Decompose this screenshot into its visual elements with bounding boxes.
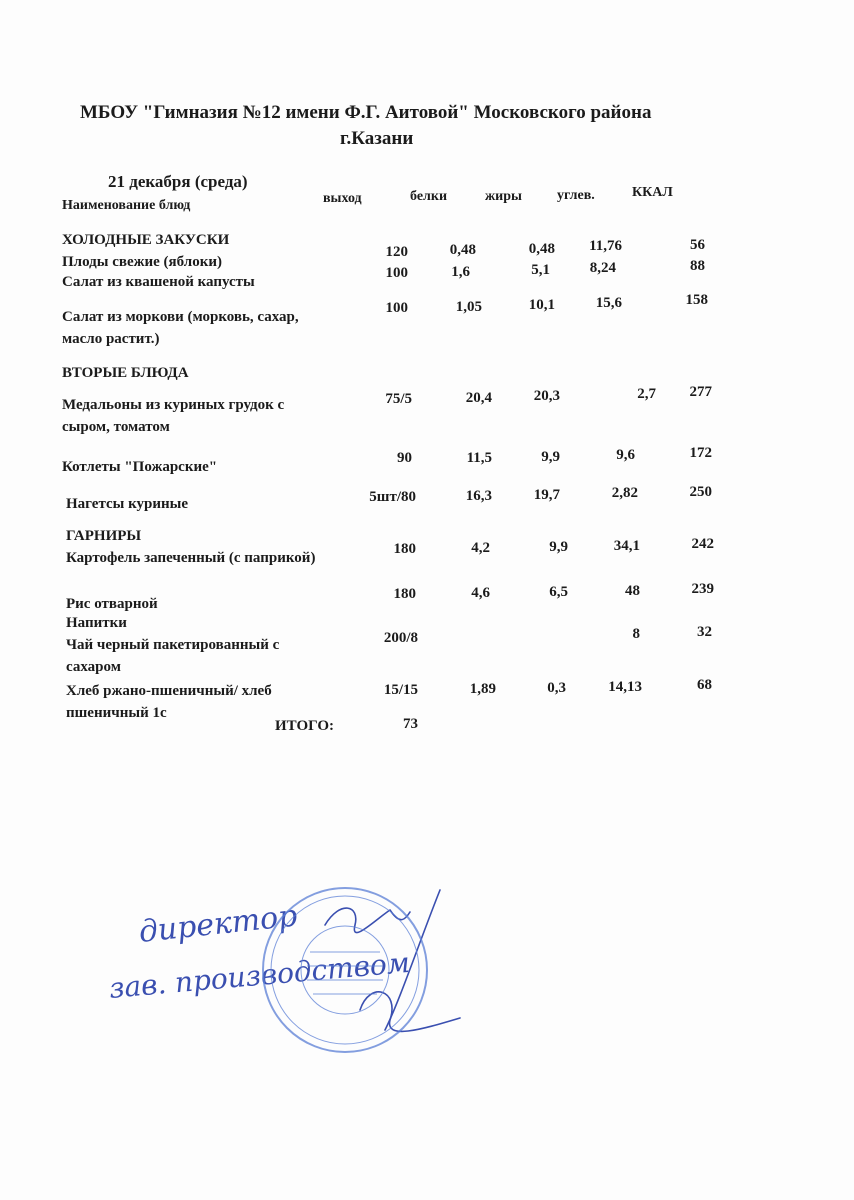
col-header-fat: жиры	[485, 189, 522, 204]
dish-carbs: 11,76	[589, 238, 622, 254]
dish-protein: 1,6	[451, 264, 470, 280]
dish-protein: 11,5	[466, 450, 492, 466]
dish-fat: 0,3	[547, 680, 566, 696]
signature-production-label: зав. производством	[107, 945, 412, 1005]
dish-name: Картофель запеченный (с паприкой)	[66, 550, 316, 566]
dish-fat: 20,3	[533, 388, 560, 404]
dish-carbs: 2,82	[611, 485, 638, 501]
dish-kcal: 56	[690, 237, 705, 253]
col-header-protein: белки	[410, 189, 448, 204]
signature-director-label: директор	[137, 898, 299, 950]
dish-fat: 19,7	[533, 487, 560, 503]
section-title-main: ВТОРЫЕ БЛЮДА	[62, 365, 189, 381]
dish-protein: 4,2	[471, 540, 490, 556]
dish-name: Котлеты "Пожарские"	[62, 459, 218, 475]
dish-name: Плоды свежие (яблоки)	[62, 254, 222, 270]
dish-name: Нагетсы куриные	[66, 496, 189, 512]
dish-kcal: 158	[685, 292, 708, 308]
section-title-drinks: Напитки	[66, 615, 127, 631]
col-header-name: Наименование блюд	[62, 198, 191, 213]
dish-carbs: 9,6	[616, 447, 635, 463]
dish-output: 180	[393, 586, 416, 602]
dish-carbs: 15,6	[595, 295, 622, 311]
dish-fat: 10,1	[528, 297, 555, 313]
section-title-sides: ГАРНИРЫ	[66, 528, 142, 544]
col-header-output: выход	[323, 191, 362, 206]
dish-carbs: 34,1	[613, 538, 640, 554]
dish-kcal: 172	[689, 445, 712, 461]
school-title-line2: г.Казани	[340, 128, 414, 149]
dish-protein: 1,89	[469, 681, 496, 697]
dish-fat: 0,48	[528, 241, 555, 257]
dish-carbs: 48	[625, 583, 640, 599]
dish-fat: 6,5	[549, 584, 568, 600]
menu-date: 21 декабря (среда)	[108, 172, 248, 191]
dish-output: 90	[397, 450, 412, 466]
dish-output: 180	[393, 541, 416, 557]
dish-output: 5шт/80	[369, 489, 416, 505]
col-header-kcal: ККАЛ	[632, 185, 673, 200]
dish-protein: 1,05	[455, 299, 482, 315]
dish-name: Хлеб ржано-пшеничный/ хлеб пшеничный 1с	[66, 683, 272, 721]
dish-name: Рис отварной	[66, 596, 158, 612]
dish-output: 100	[385, 265, 408, 281]
dish-carbs: 8	[632, 626, 640, 642]
col-header-carbs: углев.	[557, 188, 595, 203]
dish-fat: 9,9	[549, 539, 568, 555]
dish-fat: 9,9	[541, 449, 560, 465]
section-title-cold: ХОЛОДНЫЕ ЗАКУСКИ	[62, 232, 230, 248]
dish-kcal: 32	[697, 624, 712, 640]
total-value: 73	[403, 716, 418, 732]
dish-output: 120	[385, 244, 408, 260]
dish-carbs: 8,24	[589, 260, 616, 276]
dish-output: 75/5	[385, 391, 412, 407]
dish-kcal: 68	[697, 677, 712, 693]
dish-protein: 20,4	[465, 390, 492, 406]
dish-carbs: 2,7	[637, 386, 656, 402]
dish-output: 100	[385, 300, 408, 316]
dish-kcal: 239	[691, 581, 714, 597]
round-seal-stamp	[255, 880, 435, 1060]
dish-protein: 16,3	[465, 488, 492, 504]
dish-fat: 5,1	[531, 262, 550, 278]
dish-name: Салат из моркови (морковь, сахар, масло растит.)	[62, 309, 299, 347]
total-label: ИТОГО:	[275, 718, 334, 734]
dish-protein: 0,48	[449, 242, 476, 258]
dish-carbs: 14,13	[608, 679, 642, 695]
dish-kcal: 277	[689, 384, 712, 400]
school-title-line1: МБОУ "Гимназия №12 имени Ф.Г. Аитовой" Московского района	[80, 102, 652, 123]
dish-name: Салат из квашеной капусты	[62, 274, 255, 290]
dish-kcal: 242	[691, 536, 714, 552]
dish-output: 15/15	[383, 682, 418, 698]
dish-output: 200/8	[383, 630, 418, 646]
dish-name: Медальоны из куриных грудок с сыром, томатом	[62, 397, 285, 435]
dish-kcal: 250	[689, 484, 712, 500]
dish-name: Чай черный пакетированный с сахаром	[66, 637, 280, 675]
dish-kcal: 88	[690, 258, 705, 274]
dish-protein: 4,6	[471, 585, 490, 601]
